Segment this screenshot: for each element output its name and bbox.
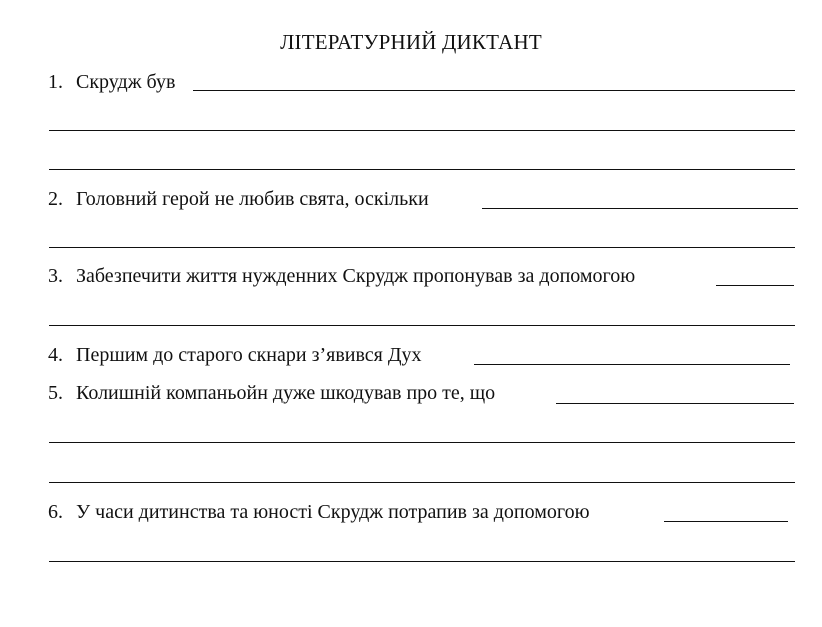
- question-5-answer-line[interactable]: [556, 403, 794, 404]
- question-6-answer-line[interactable]: [664, 521, 788, 522]
- worksheet-title: ЛІТЕРАТУРНИЙ ДИКТАНТ: [280, 30, 542, 54]
- question-1-answer-line-3[interactable]: [49, 169, 795, 170]
- question-3-number: 3.: [48, 265, 63, 287]
- question-1-answer-line-2[interactable]: [49, 130, 795, 131]
- question-2-answer-line[interactable]: [482, 208, 798, 209]
- question-6-text: У часи дитинства та юності Скрудж потрапив за допомогою: [76, 501, 590, 523]
- question-5-answer-line-3[interactable]: [49, 482, 795, 483]
- question-4-number: 4.: [48, 344, 63, 366]
- question-1-answer-line[interactable]: [193, 90, 795, 91]
- question-2-number: 2.: [48, 188, 63, 210]
- question-1-text: Скрудж був: [76, 71, 176, 93]
- question-3-text: Забезпечити життя нужденних Скрудж пропонував за допомогою: [76, 265, 636, 287]
- question-1-number: 1.: [48, 71, 63, 93]
- question-5-answer-line-2[interactable]: [49, 442, 795, 443]
- question-4-text: Першим до старого скнари з’явився Дух: [76, 344, 422, 366]
- question-4-answer-line[interactable]: [474, 364, 790, 365]
- question-2-text: Головний герой не любив свята, оскільки: [76, 188, 429, 210]
- question-6-answer-line-2[interactable]: [49, 561, 795, 562]
- question-6-number: 6.: [48, 501, 63, 523]
- question-3-answer-line[interactable]: [716, 285, 794, 286]
- question-3-answer-line-2[interactable]: [49, 325, 795, 326]
- question-1: [48, 70, 175, 94]
- question-2-answer-line-2[interactable]: [49, 247, 795, 248]
- question-5: [48, 381, 495, 405]
- question-3: [48, 264, 635, 288]
- question-6: [48, 500, 590, 524]
- question-2: [48, 187, 429, 211]
- question-5-number: 5.: [48, 382, 63, 404]
- question-4: [48, 343, 422, 367]
- question-5-text: Колишній компаньойн дуже шкодував про те, що: [76, 382, 496, 404]
